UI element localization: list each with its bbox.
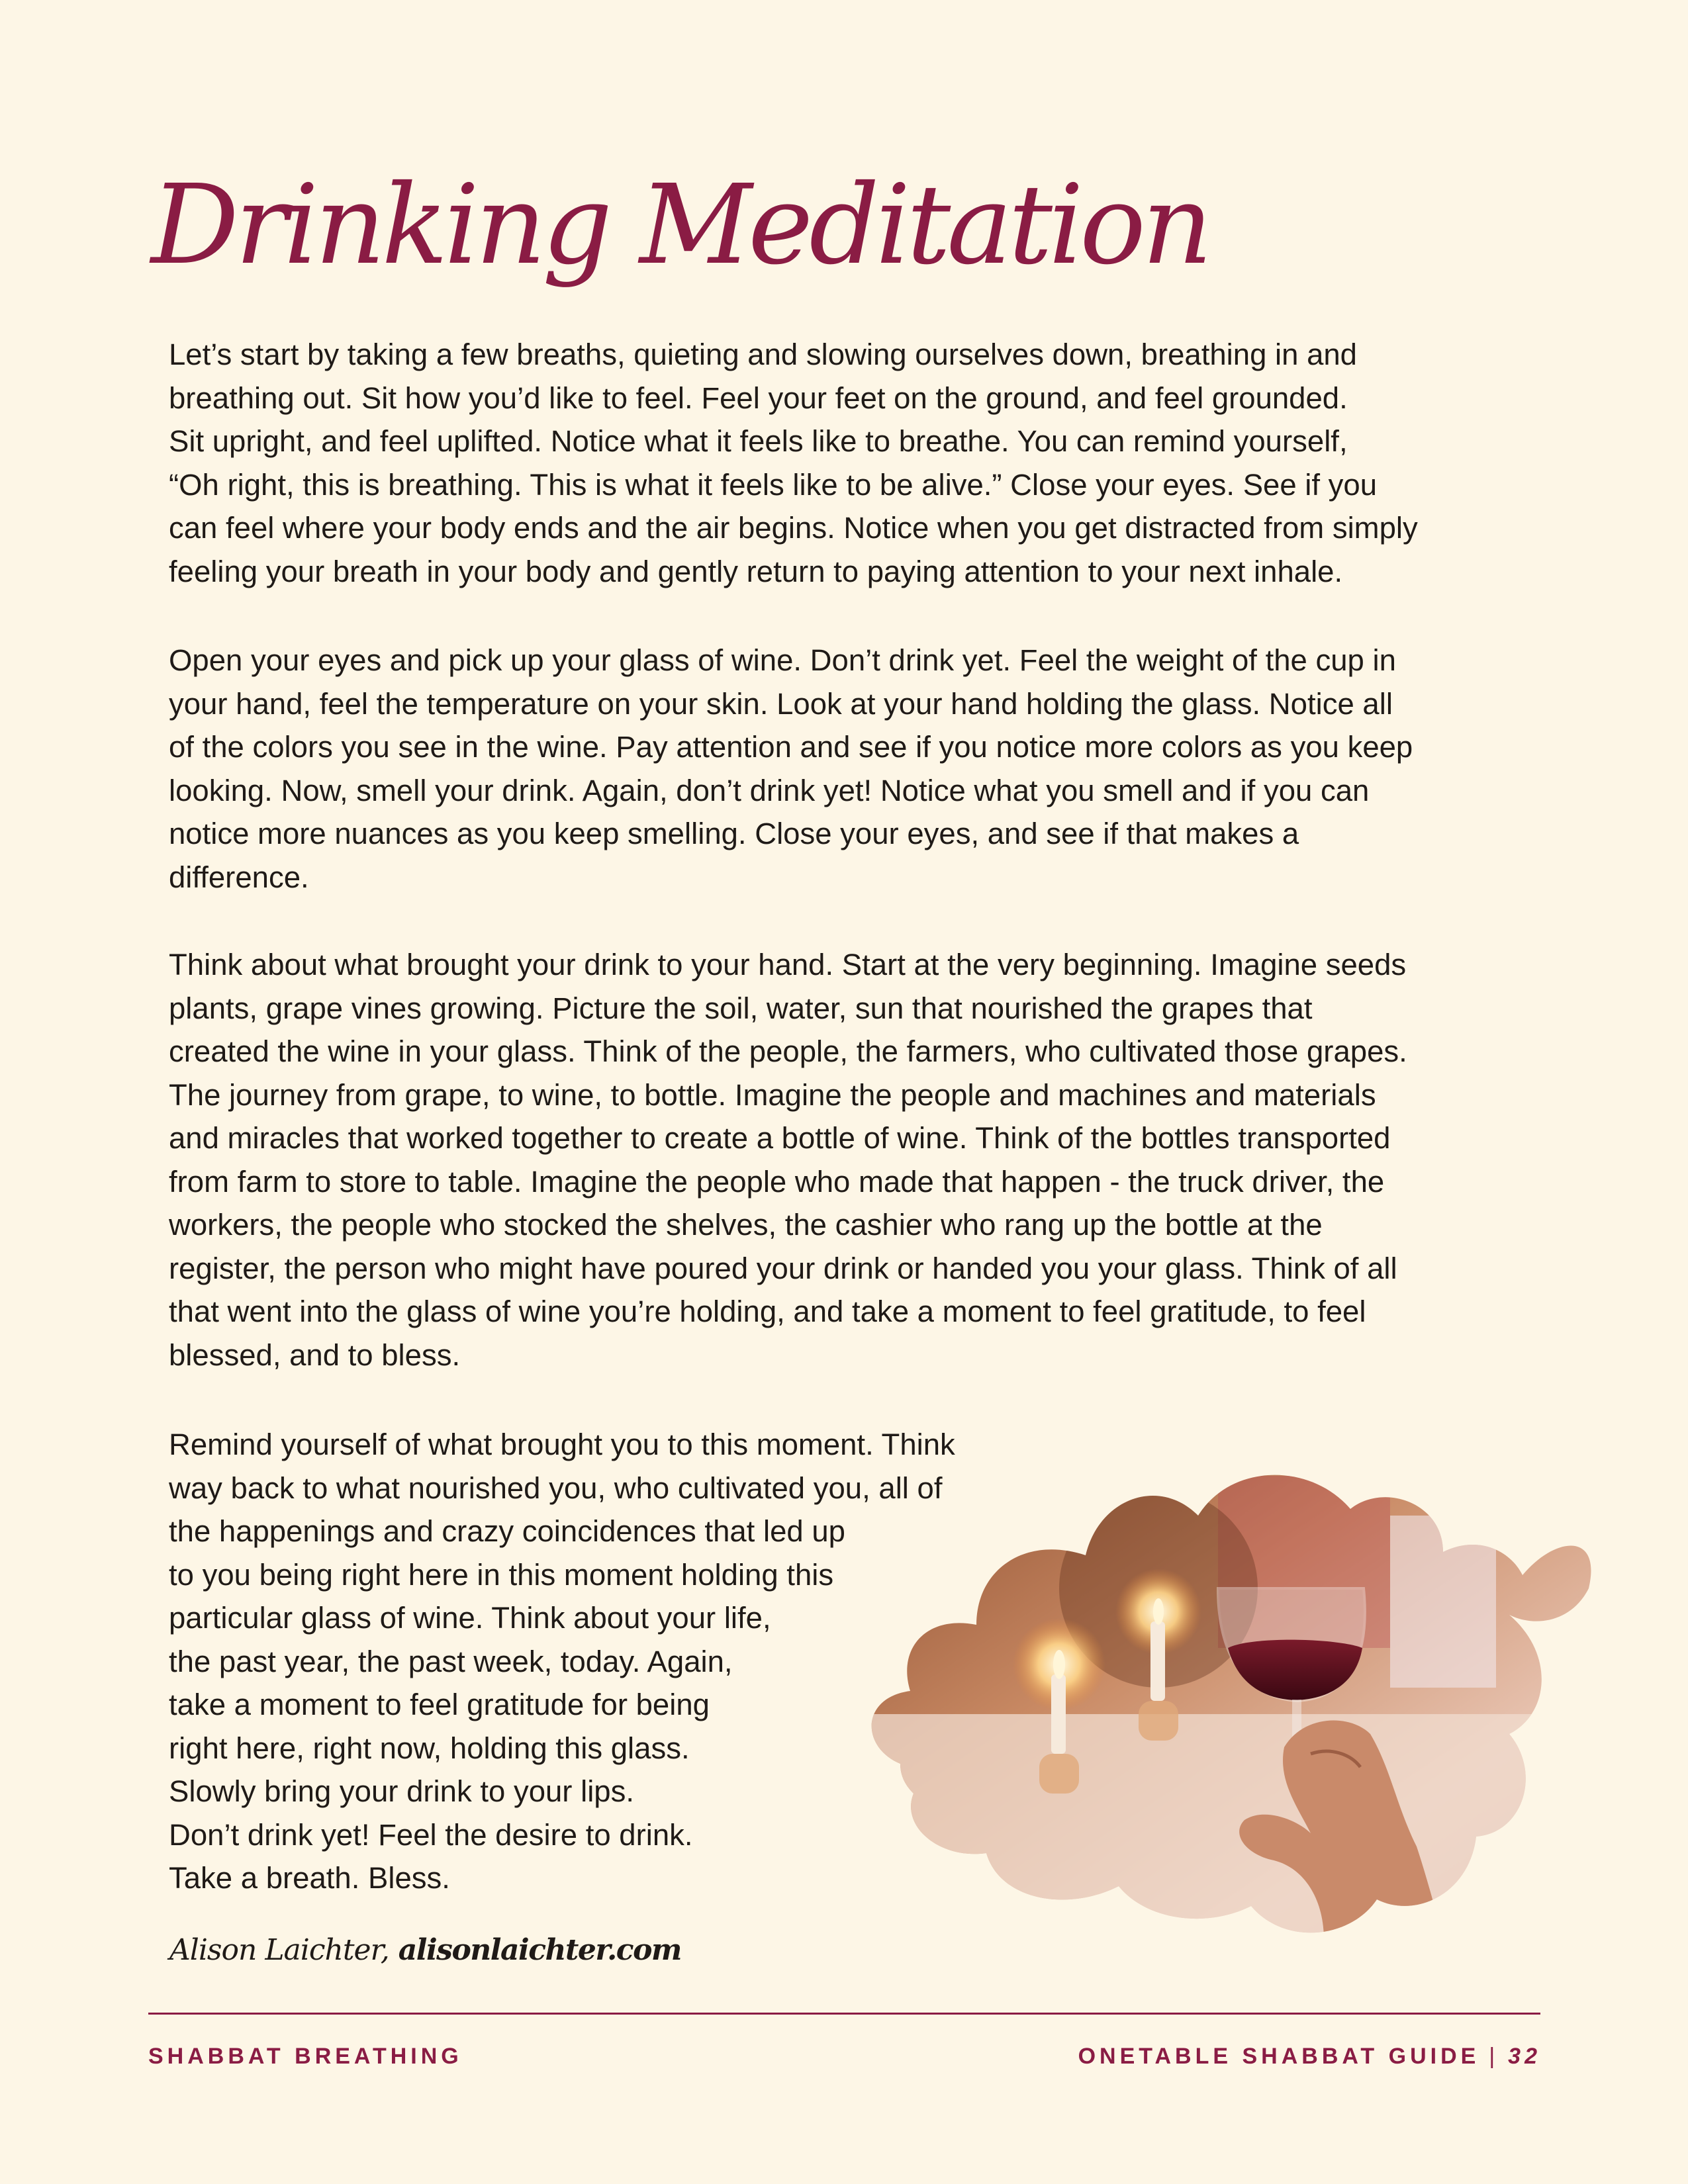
text-line: from farm to store to table. Imagine the people who made that happen - the truck driver, the xyxy=(169,1164,1385,1199)
text-line: way back to what nourished you, who cultivated you, all of xyxy=(169,1471,943,1505)
footer-separator: | xyxy=(1489,2044,1499,2069)
page-title: Drinking Meditation xyxy=(151,161,1209,289)
closing-paragraph xyxy=(169,1423,955,1900)
text-line: Slowly bring your drink to your lips. xyxy=(169,1774,635,1808)
text-line: difference. xyxy=(169,860,309,894)
text-line: that went into the glass of wine you’re holding, and take a moment to feel gratitude, to feel xyxy=(169,1295,1366,1328)
text-line: register, the person who might have poured your drink or handed you your glass. Think of all xyxy=(169,1251,1397,1285)
text-line: of the colors you see in the wine. Pay attention and see if you notice more colors as you keep xyxy=(169,730,1413,764)
text-line: and miracles that worked together to create a bottle of wine. Think of the bottles transported xyxy=(169,1121,1391,1155)
author-credit xyxy=(169,1927,681,1974)
text-line: breathing out. Sit how you’d like to feel. Feel your feet on the ground, and feel grounded. xyxy=(169,381,1348,415)
text-line: workers, the people who stocked the shelves, the cashier who rang up the bottle at the xyxy=(169,1208,1323,1242)
text-line: looking. Now, smell your drink. Again, don’t drink yet! Notice what you smell and if you can xyxy=(169,773,1370,807)
footer-guide-title: ONETABLE SHABBAT GUIDE xyxy=(1078,2044,1480,2069)
wine-glass-photo xyxy=(847,1436,1602,1939)
intro-paragraph xyxy=(169,333,1418,593)
text-line: your hand, feel the temperature on your skin. Look at your hand holding the glass. Notice all xyxy=(169,686,1393,721)
text-line: “Oh right, this is breathing. This is what it feels like to be alive.” Close your eyes. See if you xyxy=(169,467,1378,502)
page-number: 32 xyxy=(1508,2044,1541,2069)
author-website-link[interactable]: alisonlaichter.com xyxy=(398,1933,681,1967)
text-line: The journey from grape, to wine, to bottle. Imagine the people and machines and materials xyxy=(169,1077,1376,1112)
text-line: plants, grape vines growing. Picture the soil, water, sun that nourished the grapes that xyxy=(169,991,1313,1025)
text-line: Sit upright, and feel uplifted. Notice what it feels like to breathe. You can remind yourself, xyxy=(169,424,1348,458)
journey-paragraph xyxy=(169,943,1407,1377)
wine-glass-paragraph xyxy=(169,639,1413,899)
text-line: Open your eyes and pick up your glass of wine. Don’t drink yet. Feel the weight of the cup in xyxy=(169,643,1396,677)
author-name: Alison Laichter, xyxy=(169,1933,389,1967)
text-line: the happenings and crazy coincidences that led up xyxy=(169,1514,845,1548)
text-line: Let’s start by taking a few breaths, quieting and slowing ourselves down, breathing in and xyxy=(169,338,1357,371)
text-line: Take a breath. Bless. xyxy=(169,1861,450,1895)
text-line: to you being right here in this moment holding this xyxy=(169,1557,834,1592)
text-line: right here, right now, holding this glass. xyxy=(169,1731,690,1765)
text-line: take a moment to feel gratitude for being xyxy=(169,1688,710,1721)
text-line: feeling your breath in your body and gently return to paying attention to your next inhale. xyxy=(169,554,1343,588)
text-line: Think about what brought your drink to your hand. Start at the very beginning. Imagine seeds xyxy=(169,948,1407,981)
text-line: blessed, and to bless. xyxy=(169,1338,461,1372)
text-line: particular glass of wine. Think about your life, xyxy=(169,1601,771,1635)
text-line: Remind yourself of what brought you to this moment. Think xyxy=(169,1428,955,1461)
text-line: Don’t drink yet! Feel the desire to drink. xyxy=(169,1817,693,1852)
text-line: can feel where your body ends and the air begins. Notice when you get distracted from simply xyxy=(169,511,1418,545)
text-line: created the wine in your glass. Think of the people, the farmers, who cultivated those grapes. xyxy=(169,1034,1407,1068)
text-line: notice more nuances as you keep smelling. Close your eyes, and see if that makes a xyxy=(169,817,1299,850)
footer-guide-info xyxy=(1078,2045,1541,2068)
footer-divider xyxy=(148,2013,1540,2015)
text-line: the past year, the past week, today. Again, xyxy=(169,1644,733,1678)
footer-section-title: SHABBAT BREATHING xyxy=(148,2044,463,2069)
